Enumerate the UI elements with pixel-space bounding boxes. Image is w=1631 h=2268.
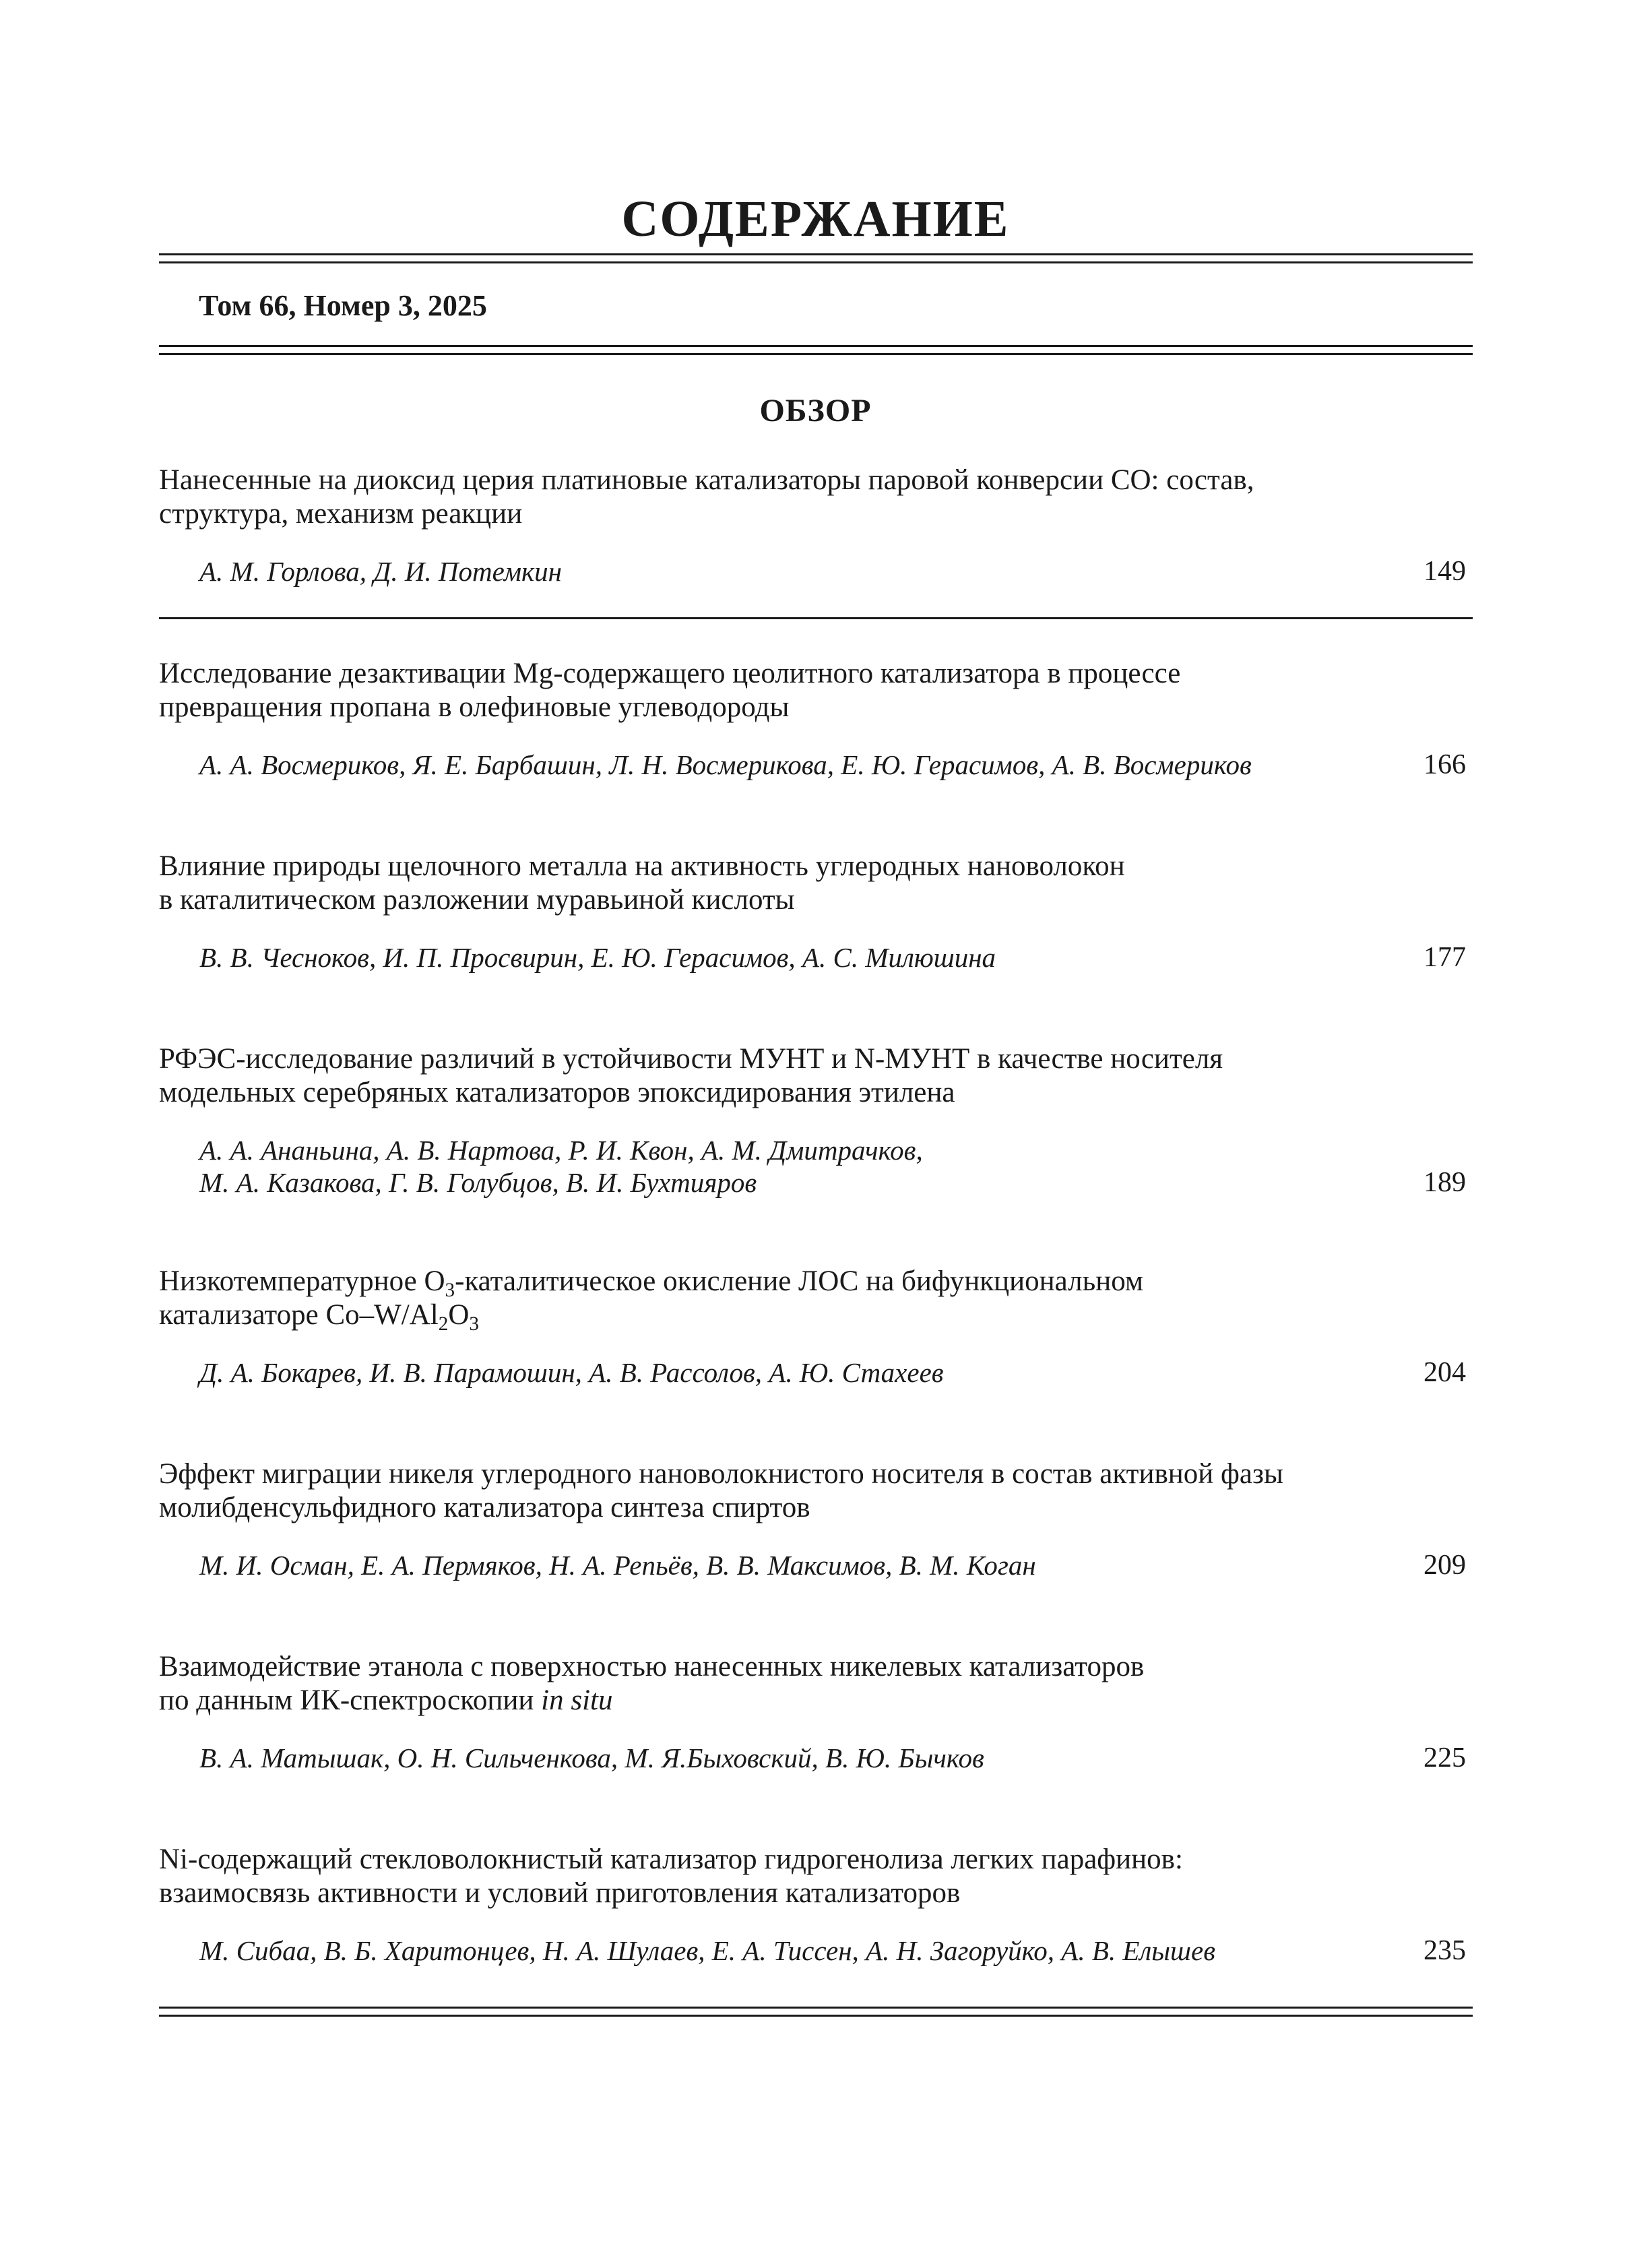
entry-authors: М. И. Осман, Е. А. Пермяков, Н. А. Репьёв, В. В. Максимов, В. М. Коган bbox=[199, 1550, 1036, 1581]
entry-page-number: 177 bbox=[1424, 942, 1466, 973]
entry-title[interactable]: Нанесенные на диоксид церия платиновые катализаторы паровой конверсии CO: состав, структура, механизм реакции bbox=[159, 464, 1254, 530]
title-rule-bottom bbox=[159, 261, 1473, 263]
entry-title[interactable]: Низкотемпературное $O_3$-каталитическое окисление ЛОС на бифункциональном катализаторе $Co-W/Al_2O_3$ bbox=[159, 1265, 1144, 1335]
toc-entry[interactable] bbox=[159, 1457, 1473, 1581]
entry-page-number: 235 bbox=[1424, 1935, 1466, 1966]
entry-authors: В. В. Чесноков, И. П. Просвирин, Е. Ю. Герасимов, А. С. Милюшина bbox=[199, 942, 996, 973]
footer-rule-top bbox=[159, 2007, 1473, 2009]
entry-authors: А. А. Восмериков, Я. Е. Барбашин, Л. Н. Восмерикова, Е. Ю. Герасимов, А. В. Восмериков bbox=[199, 749, 1252, 780]
volume-info: Том 66, Номер 3, 2025 bbox=[199, 289, 487, 322]
entry-authors: В. А. Матышак, О. Н. Сильченкова, М. Я.Быховский, В. Ю. Бычков bbox=[199, 1742, 984, 1773]
entry-authors: А. М. Горлова, Д. И. Потемкин bbox=[199, 556, 563, 587]
entry-authors: М. Сибаа, В. Б. Харитонцев, Н. А. Шулаев, Е. А. Тиссен, А. Н. Загоруйко, А. В. Елышев bbox=[199, 1935, 1215, 1966]
toc-entry[interactable] bbox=[159, 1042, 1473, 1198]
toc-entry[interactable] bbox=[159, 1650, 1473, 1773]
entry-title[interactable]: Взаимодействие этанола с поверхностью нанесенных никелевых катализаторов по данным ИК-спектроскопии in situ bbox=[159, 1651, 1145, 1716]
volume-rule-top bbox=[159, 345, 1473, 347]
volume-rule-bottom bbox=[159, 353, 1473, 355]
entry-divider bbox=[159, 617, 1473, 619]
entry-page-number: 204 bbox=[1424, 1357, 1466, 1388]
toc-entry[interactable] bbox=[159, 850, 1473, 973]
entry-title[interactable]: Эффект миграции никеля углеродного нановолокнистого носителя в состав активной фазы молибденсульфидного катализатора синтеза спиртов bbox=[159, 1458, 1283, 1523]
entry-title[interactable]: Исследование дезактивации Mg-содержащего цеолитного катализатора в процессе превращения пропана в олефиновые углеводороды bbox=[159, 658, 1181, 723]
entry-page-number: 209 bbox=[1424, 1550, 1466, 1581]
entry-title[interactable]: Ni-содержащий стекловолокнистый катализатор гидрогенолиза легких парафинов: взаимосвязь активности и условий приготовления катализаторов bbox=[159, 1844, 1183, 1909]
entry-authors: А. А. Ананьина, А. В. Нартова, Р. И. Квон, А. М. Дмитрачков, М. А. Казакова, Г. В. Голубцов, В. И. Бухтияров bbox=[199, 1135, 923, 1198]
footer-rule-bottom bbox=[159, 2015, 1473, 2017]
section-heading: ОБЗОР bbox=[759, 393, 872, 429]
entry-page-number: 166 bbox=[1424, 749, 1466, 780]
toc-entry[interactable] bbox=[159, 1265, 1473, 1388]
page-title: СОДЕРЖАНИЕ bbox=[621, 191, 1010, 247]
toc-entry[interactable] bbox=[159, 464, 1473, 587]
entry-page-number: 189 bbox=[1424, 1167, 1466, 1198]
entry-page-number: 225 bbox=[1424, 1742, 1466, 1773]
entry-page-number: 149 bbox=[1424, 556, 1466, 587]
entry-title[interactable]: Влияние природы щелочного металла на активность углеродных нановолокон в каталитическом разложении муравьиной кислоты bbox=[159, 850, 1125, 916]
toc-entry[interactable] bbox=[159, 657, 1473, 780]
title-rule-top bbox=[159, 253, 1473, 255]
entry-authors: Д. А. Бокарев, И. В. Парамошин, А. В. Рассолов, А. Ю. Стахеев bbox=[199, 1357, 944, 1388]
toc-entry[interactable] bbox=[159, 1843, 1473, 1966]
entry-title[interactable]: РФЭС-исследование различий в устойчивости МУНТ и N-МУНТ в качестве носителя модельных серебряных катализаторов эпоксидирования этилена bbox=[159, 1043, 1223, 1108]
